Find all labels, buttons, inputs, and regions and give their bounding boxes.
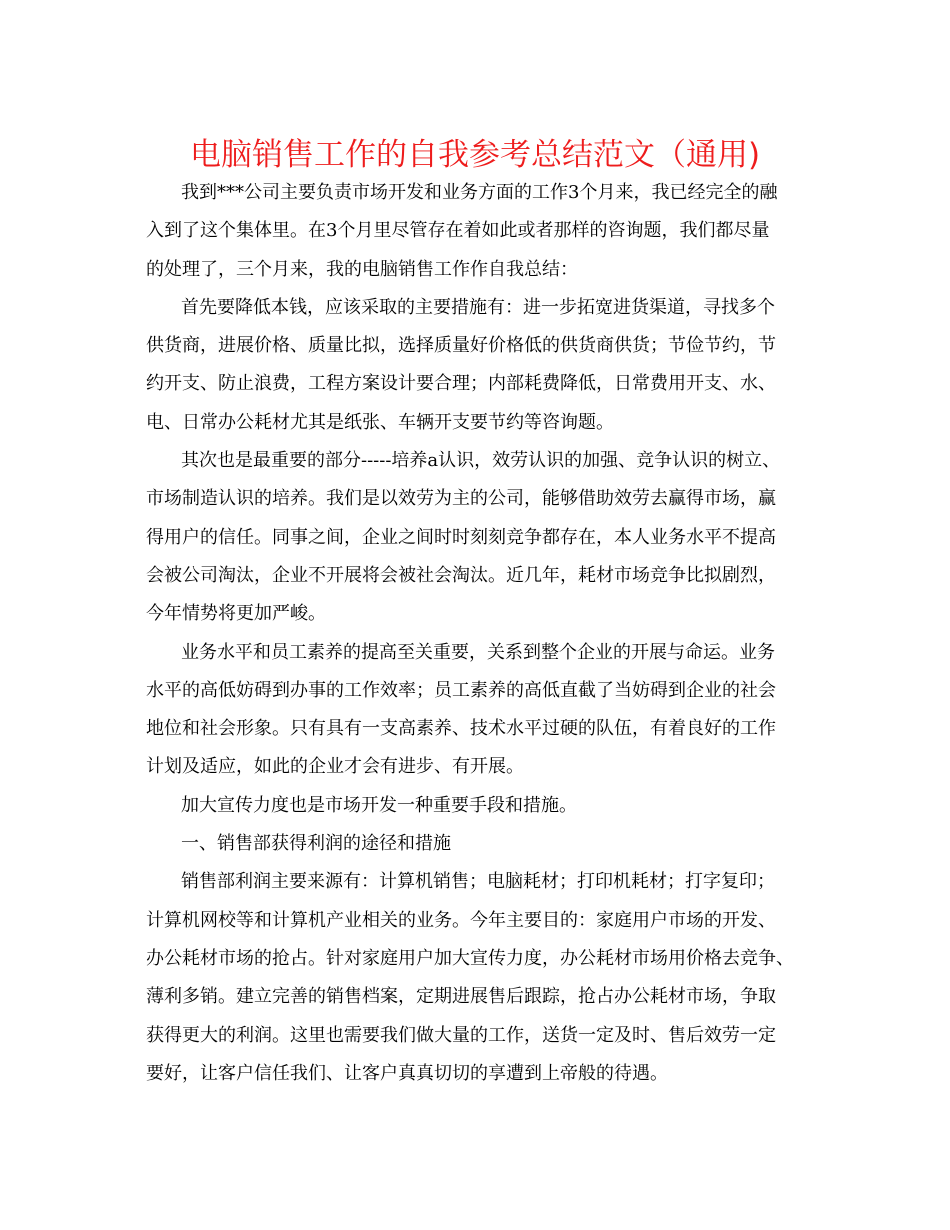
text-line: 计划及适应，如此的企业才会有进步、有开展。 xyxy=(146,756,524,778)
text-line: 计算机网校等和计算机产业相关的业务。今年主要目的：家庭用户市场的开发、 xyxy=(146,909,776,931)
text-line: 的处理了，三个月来，我的电脑销售工作作自我总结： xyxy=(146,258,578,280)
text-line: 薄利多销。建立完善的销售档案，定期进展售后跟踪，抢占办公耗材市场，争取 xyxy=(146,986,776,1008)
document-title: 电脑销售工作的自我参考总结范文（通用) xyxy=(189,137,761,173)
text-line: 今年情势将更加严峻。 xyxy=(146,603,326,625)
text-line: 办公耗材市场的抢占。针对家庭用户加大宣传力度，办公耗材市场用价格去竞争、 xyxy=(146,947,794,969)
text-line: 供货商，进展价格、质量比拟，选择质量好价格低的供货商供货；节俭节约，节 xyxy=(146,335,776,357)
text-line: 一、销售部获得利润的途径和措施 xyxy=(181,833,451,855)
text-line: 地位和社会形象。只有具有一支高素养、技术水平过硬的队伍，有着良好的工作 xyxy=(146,718,776,740)
text-line: 我到***公司主要负责市场开发和业务方面的工作3个月来，我已经完全的融 xyxy=(181,182,778,203)
text-line: 水平的高低妨碍到办事的工作效率；员工素养的高低直截了当妨碍到企业的社会 xyxy=(146,679,776,701)
text-line: 入到了这个集体里。在3个月里尽管存在着如此或者那样的咨询题，我们都尽量 xyxy=(146,220,770,242)
text-line: 约开支、防止浪费，工程方案设计要合理；内部耗费降低，日常费用开支、水、 xyxy=(146,373,776,395)
text-line: 首先要降低本钱，应该采取的主要措施有：进一步拓宽进货渠道，寻找多个 xyxy=(181,296,775,318)
text-line: 市场制造认识的培养。我们是以效劳为主的公司，能够借助效劳去赢得市场，赢 xyxy=(146,488,776,510)
text-line: 其次也是最重要的部分-----培养a认识，效劳认识的加强、竞争认识的树立、 xyxy=(181,450,781,472)
text-line: 销售部利润主要来源有：计算机销售；电脑耗材；打印机耗材；打字复印； xyxy=(181,871,775,893)
text-line: 获得更大的利润。这里也需要我们做大量的工作，送货一定及时、售后效劳一定 xyxy=(146,1024,776,1046)
text-line: 要好，让客户信任我们、让客户真真切切的享遭到上帝般的待遇。 xyxy=(146,1062,668,1084)
document-body xyxy=(146,174,806,1093)
text-line: 会被公司淘汰，企业不开展将会被社会淘汰。近几年，耗材市场竞争比拟剧烈， xyxy=(146,564,776,586)
text-line: 业务水平和员工素养的提高至关重要，关系到整个企业的开展与命运。业务 xyxy=(181,641,775,663)
text-line: 得用户的信任。同事之间，企业之间时时刻刻竞争都存在，本人业务水平不提高 xyxy=(146,526,776,548)
text-line: 电、日常办公耗材尤其是纸张、车辆开支要节约等咨询题。 xyxy=(146,411,614,433)
text-line: 加大宣传力度也是市场开发一种重要手段和措施。 xyxy=(181,794,577,816)
